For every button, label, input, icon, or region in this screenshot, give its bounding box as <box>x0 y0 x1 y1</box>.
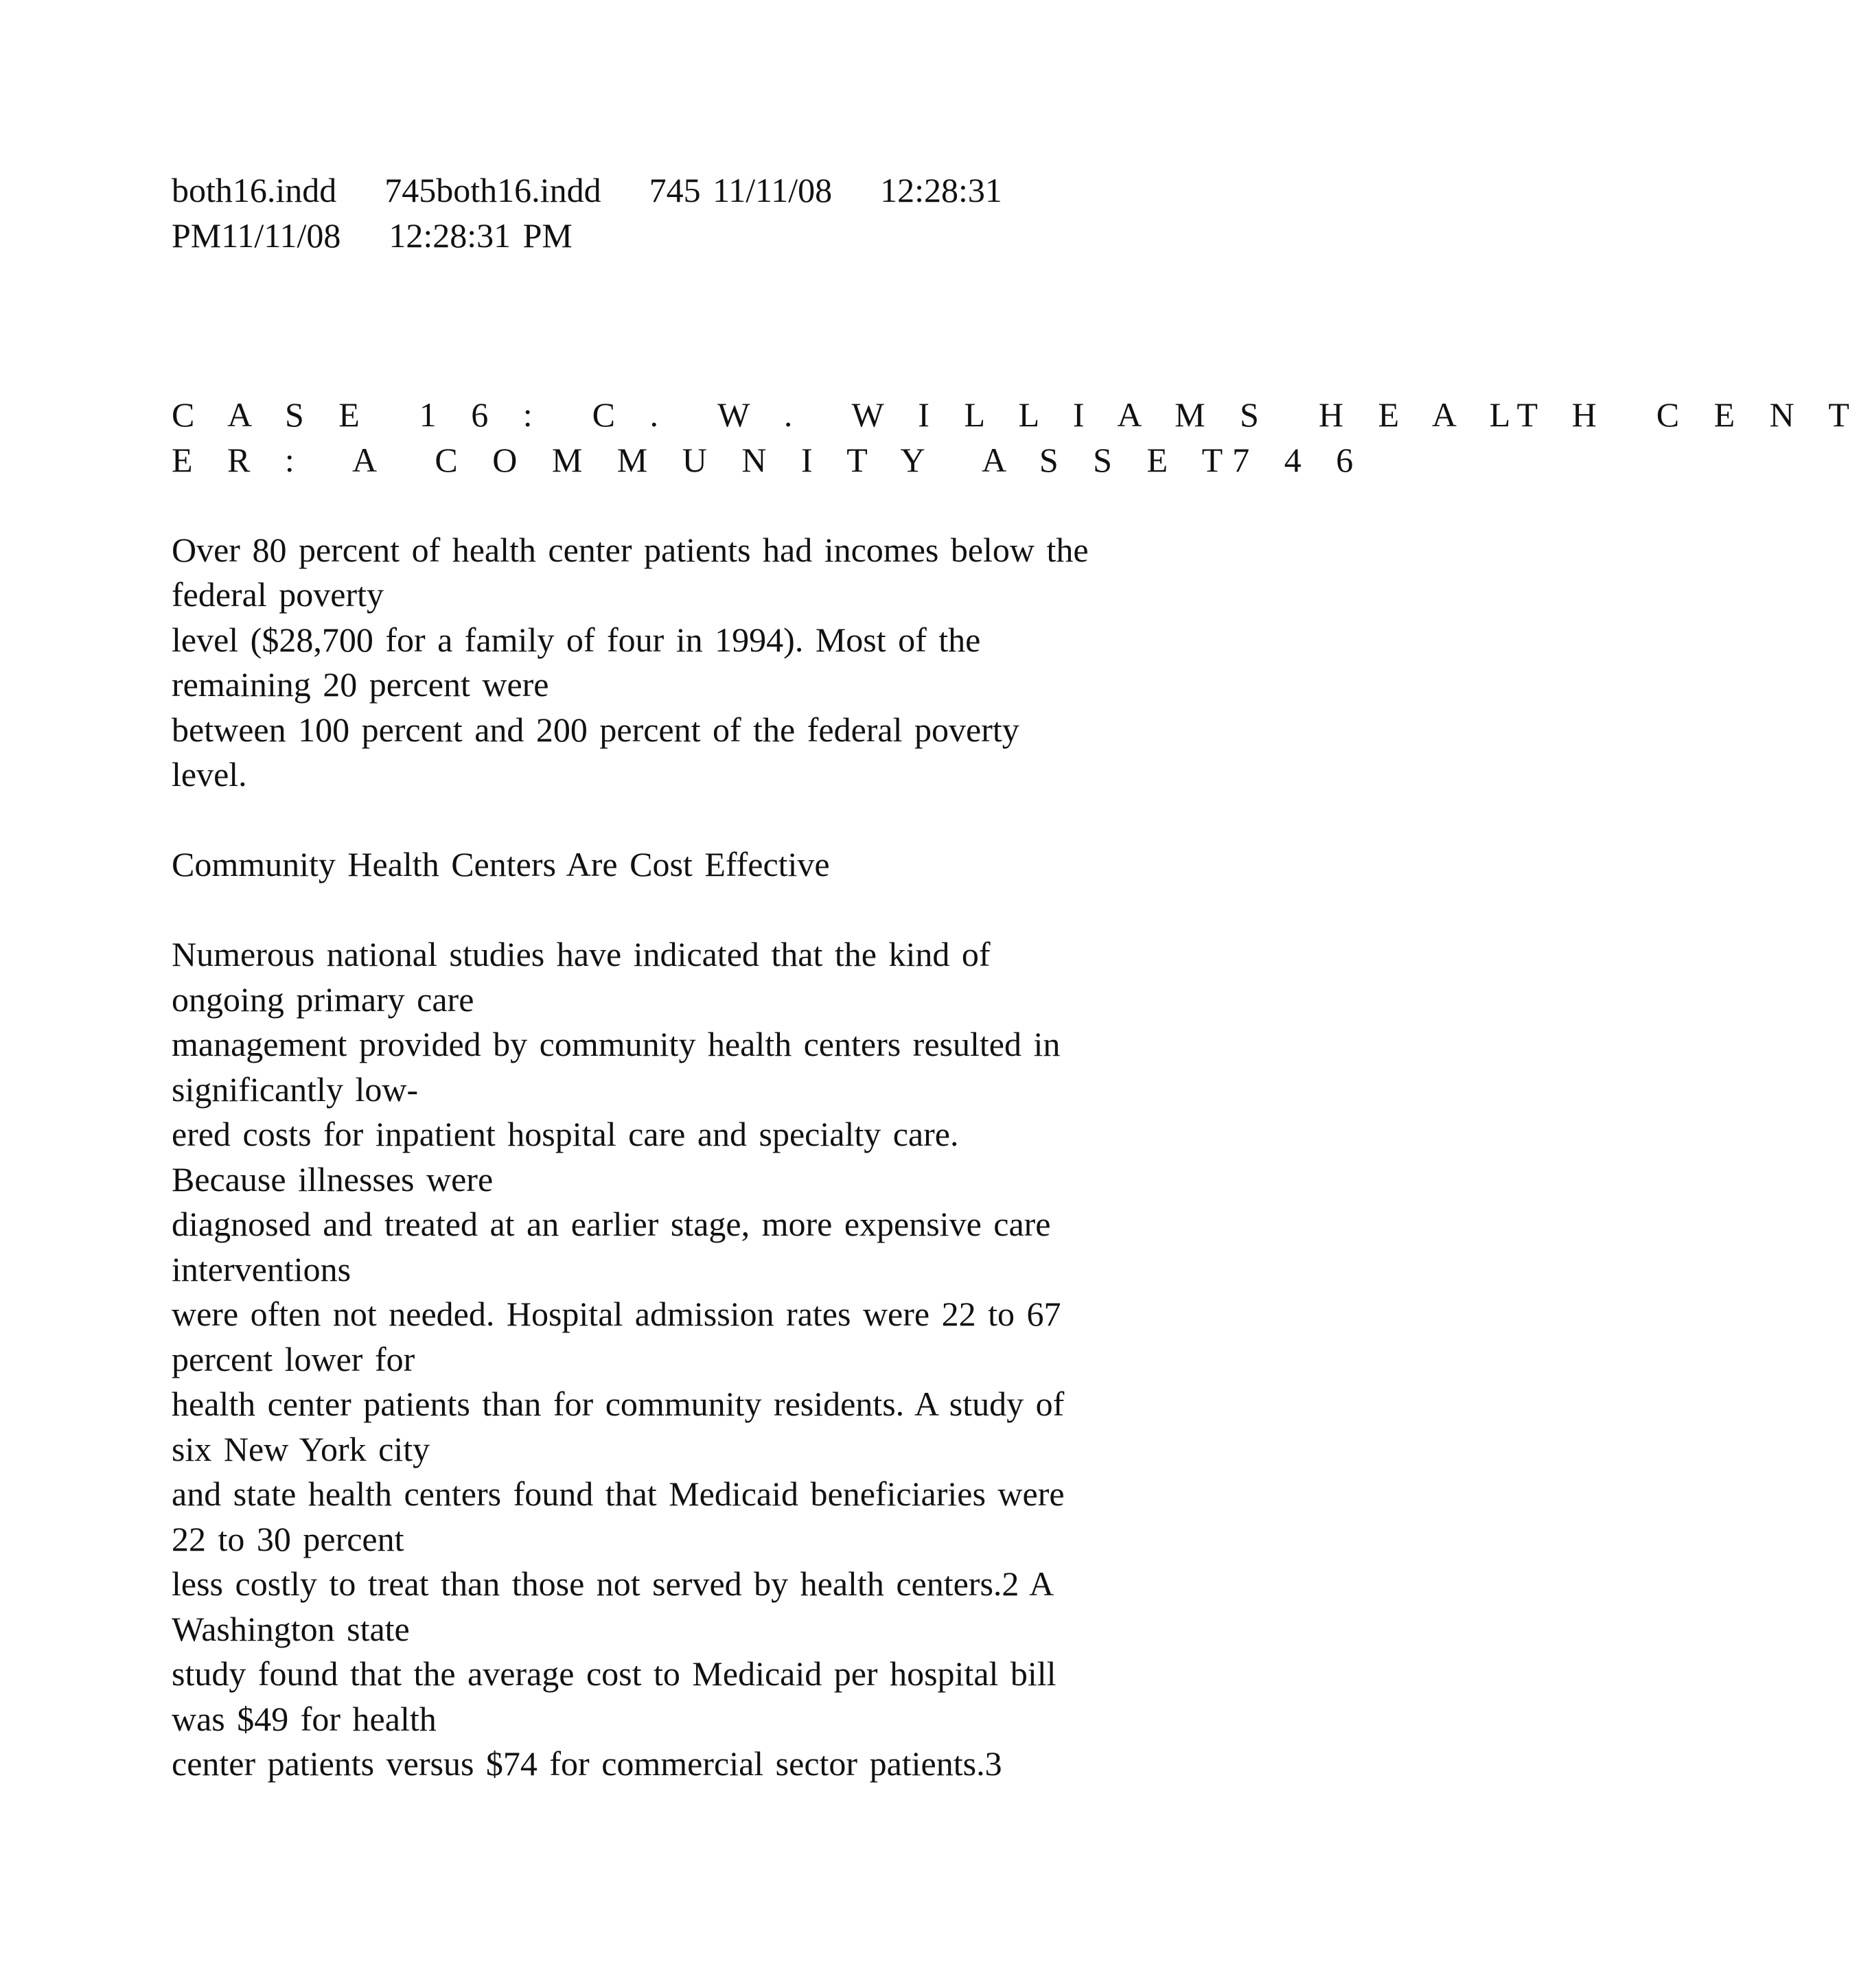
section-heading: Community Health Centers Are Cost Effective <box>172 845 830 883</box>
spacer <box>172 888 1339 933</box>
case-title-line: C A S E 1 6 : C . W . W I L L I A M S H E A LT H C E N T <box>172 395 1859 434</box>
paragraph-line: Because illnesses were <box>172 1159 494 1199</box>
paragraph-line: were often not needed. Hospital admission rates were 22 to 67 <box>172 1295 1061 1333</box>
paragraph-line: 22 to 30 percent <box>172 1519 404 1558</box>
paragraph-line: Numerous national studies have indicated that the kind of <box>172 935 991 973</box>
paragraph-line: was $49 for health <box>172 1699 437 1738</box>
paragraph-line: diagnosed and treated at an earlier stage, more expensive care <box>172 1205 1051 1243</box>
paragraph-line: ered costs for inpatient hospital care and specialty care. <box>172 1115 959 1153</box>
paragraph-poverty <box>172 528 1339 798</box>
paragraph-line: Over 80 percent of health center patients had incomes below the <box>172 530 1089 569</box>
paragraph-line: health center patients than for community residents. A study of <box>172 1385 1065 1423</box>
paragraph-line: less costly to treat than those not served by health centers.2 A <box>172 1564 1054 1603</box>
paragraph-line: center patients versus $74 for commercial sector patients.3 <box>172 1744 1002 1783</box>
paragraph-line: Washington state <box>172 1609 410 1648</box>
paragraph-line: between 100 percent and 200 percent of the federal poverty <box>172 710 1019 749</box>
spacer <box>172 258 1339 393</box>
paragraph-line: remaining 20 percent were <box>172 665 549 704</box>
paragraph-line: management provided by community health centers resulted in <box>172 1025 1061 1063</box>
paragraph-line: six New York city <box>172 1429 430 1468</box>
file-header-line: PM11/11/08 12:28:31 PM <box>172 216 573 255</box>
paragraph-line: significantly low- <box>172 1070 419 1109</box>
spacer <box>172 798 1339 843</box>
paragraph-line: percent lower for <box>172 1339 415 1378</box>
case-title-line: E R : A C O M M U N I T Y A S S E T7 4 6 <box>172 440 1363 479</box>
paragraph-line: interventions <box>172 1249 351 1288</box>
file-header <box>172 168 1339 258</box>
paragraph-line: level ($28,700 for a family of four in 1994). Most of the <box>172 620 981 659</box>
paragraph-line: ongoing primary care <box>172 980 474 1019</box>
paragraph-line: level. <box>172 755 247 794</box>
file-header-line: both16.indd 745both16.indd 745 11/11/08 12:28:31 <box>172 171 1002 209</box>
paragraph-line: and state health centers found that Medicaid beneficiaries were <box>172 1475 1065 1513</box>
document-page <box>172 168 1859 1787</box>
case-title <box>172 393 1859 483</box>
paragraph-line: study found that the average cost to Medicaid per hospital bill <box>172 1654 1056 1693</box>
paragraph-cost-effective <box>172 932 1339 1787</box>
paragraph-line: federal poverty <box>172 575 384 614</box>
spacer <box>172 483 1339 528</box>
